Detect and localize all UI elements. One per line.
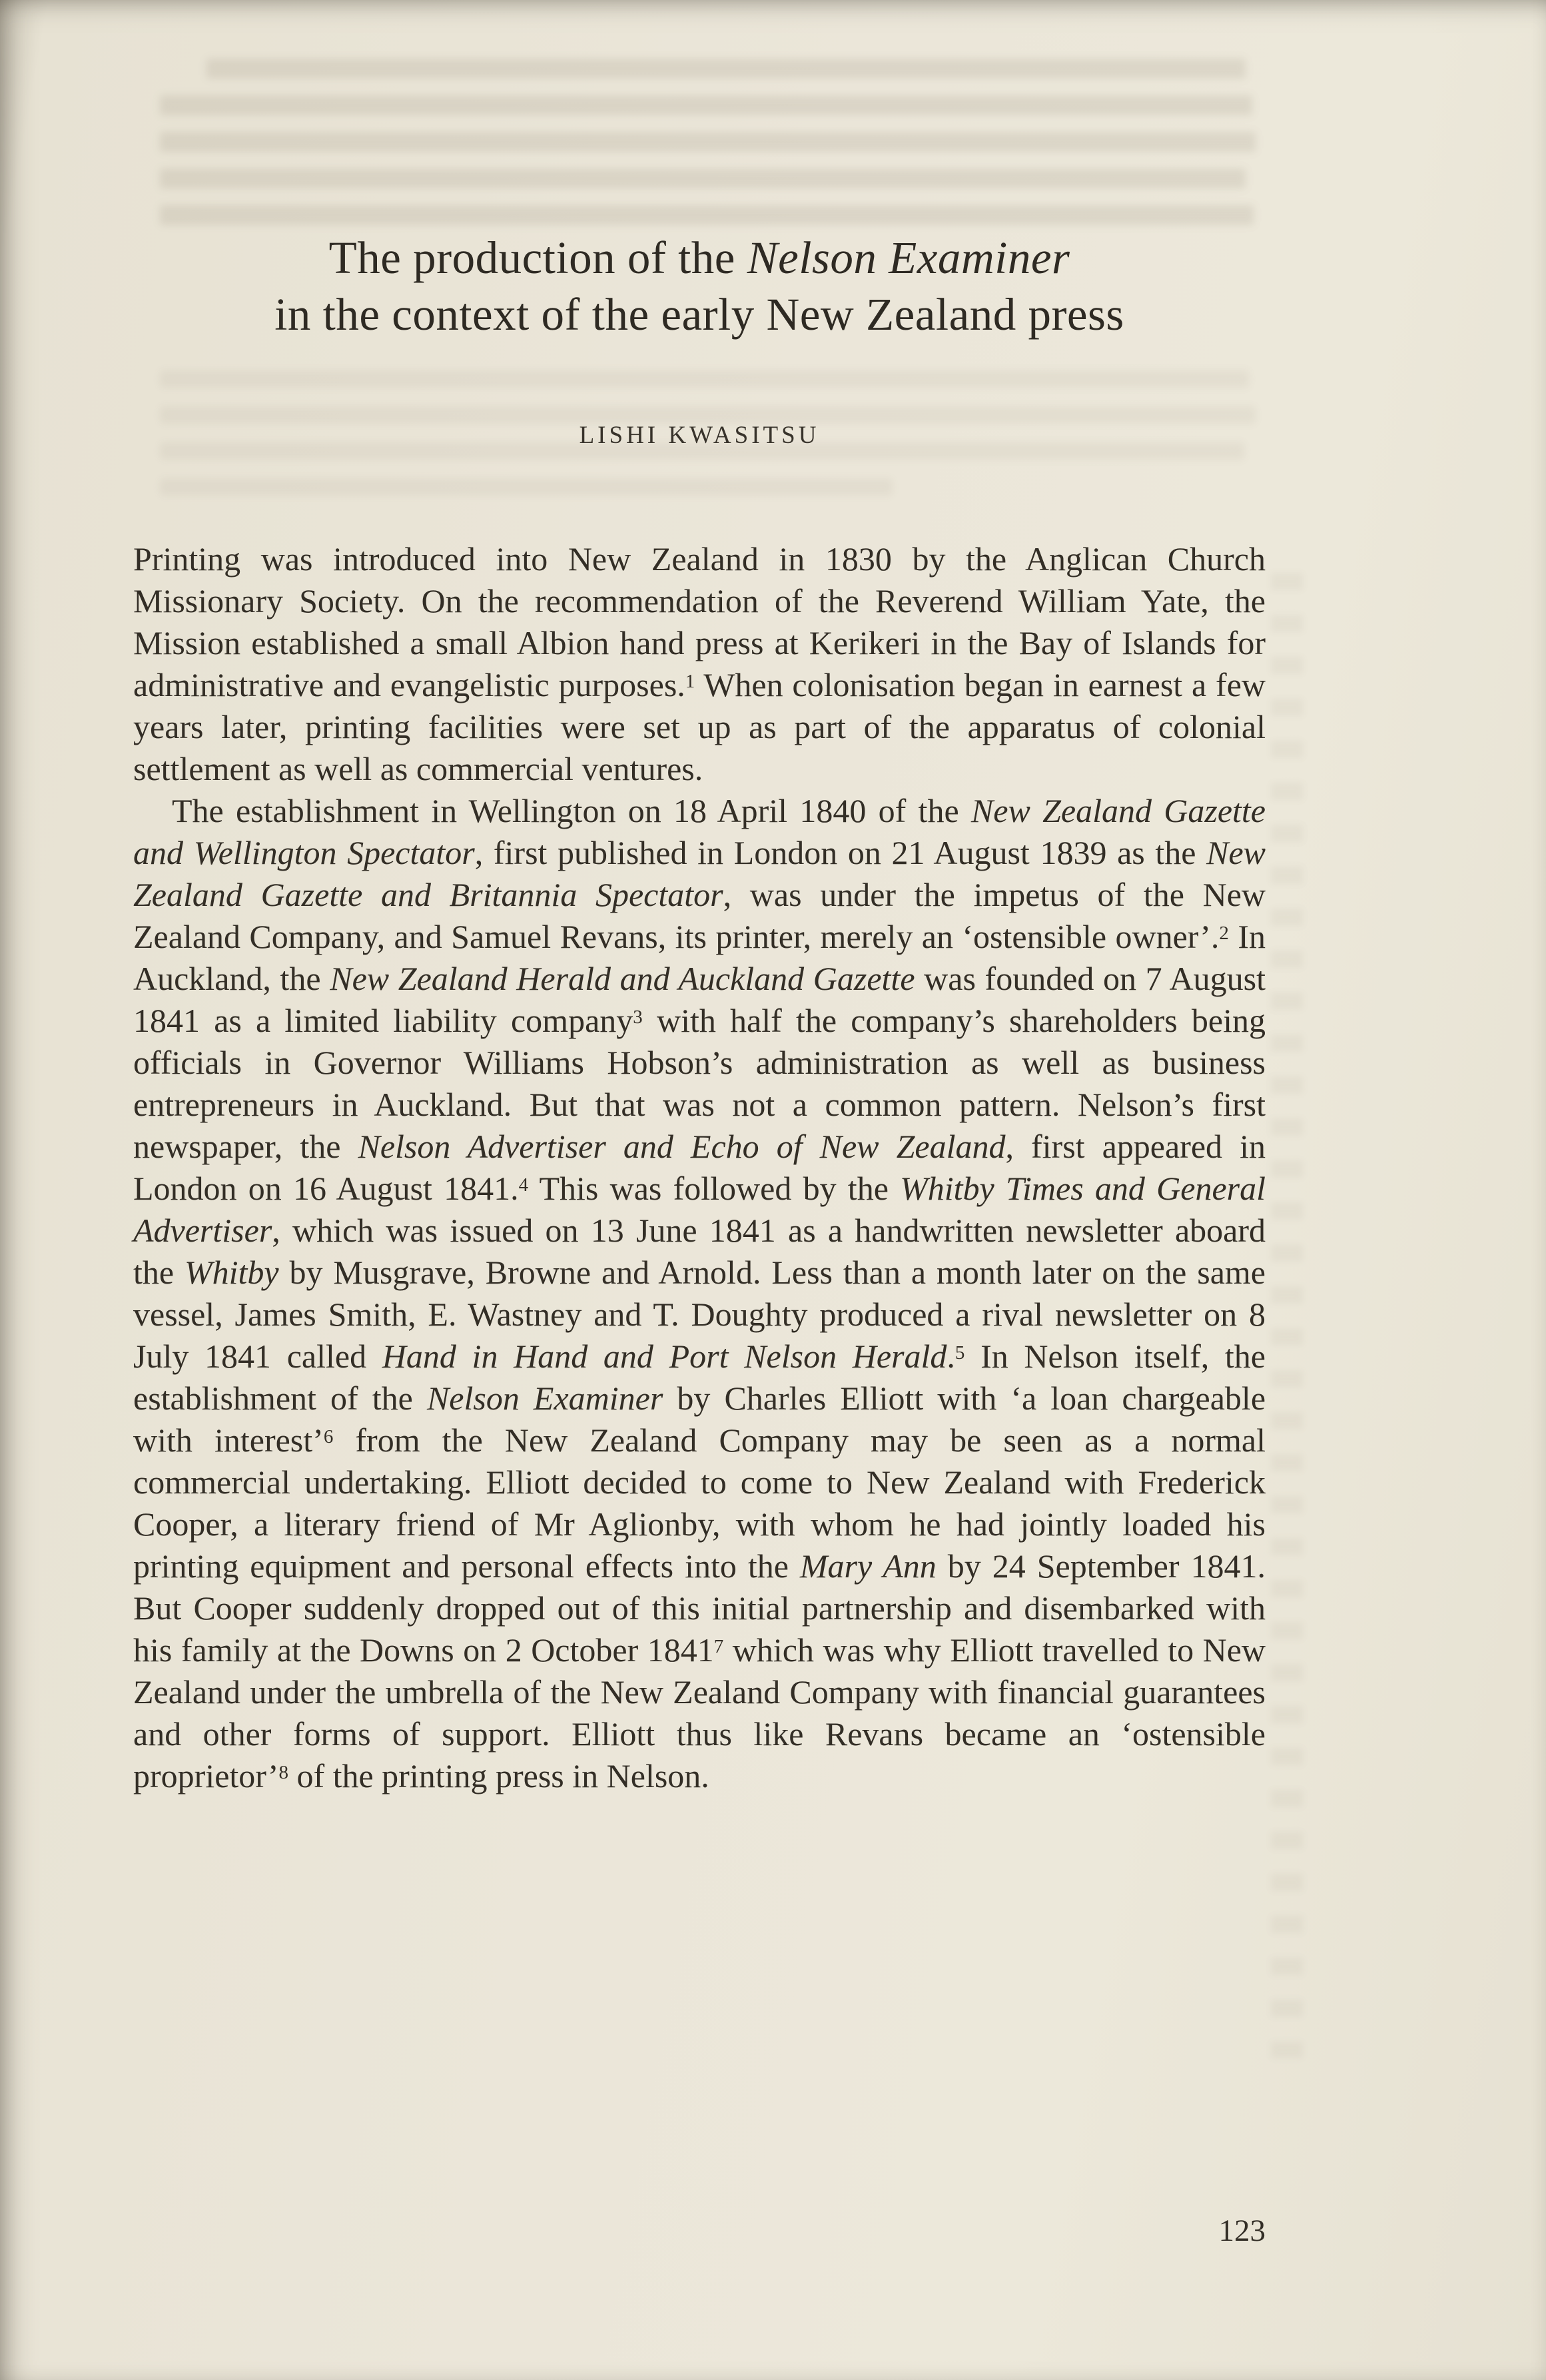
showthrough-line	[160, 169, 1246, 189]
paragraph-2: The establishment in Wellington on 18 April 1840 of the New Zealand Gazette and Wellington Spectator, first published in London on 21 August 1839 as the New Zealand Gazette and Britannia Spectator, was under the impetus of the New Zealand Company, and Samuel Revans, its printer, merely an ‘ostensible owner’.$^2$ In Auckland, the New Zealand Herald and Auckland Gazette was founded on 7 August 1841 as a limited liability company$^3$ with half the company’s shareholders being officials in Governor Williams Hobson’s administration as well as business entrepreneurs in Auckland. But that was not a common pattern. Nelson’s first newspaper, the Nelson Advertiser and Echo of New Zealand, first appeared in London on 16 August 1841.$^4$ This was followed by the Whitby Times and General Advertiser, which was issued on 13 June 1841 as a handwritten newsletter aboard the Whitby by Musgrave, Browne and Arnold. Less than a month later on the same vessel, James Smith, E. Wastney and T. Doughty produced a rival newsletter on 8 July 1841 called Hand in Hand and Port Nelson Herald.$^5$ In Nelson itself, the establishment of the Nelson Examiner by Charles Elliott with ‘a loan chargeable with interest’$^6$ from the New Zealand Company may be seen as a normal commercial undertaking. Elliott decided to come to New Zealand with Frederick Cooper, a literary friend of Mr Aglionby, with whom he had jointly loaded his printing equipment and personal effects into the Mary Ann by 24 September 1841. But Cooper suddenly dropped out of this initial partnership and disembarked with his family at the Downs on 2 October 1841$^7$ which was why Elliott travelled to New Zealand under the umbrella of the New Zealand Company with financial guarantees and other forms of support. Elliott thus like Revans became an ‘ostensible proprietor’$^8$ of the printing press in Nelson.	[133, 792, 1266, 1794]
page-number: 123	[1218, 2213, 1266, 2248]
showthrough-line	[160, 370, 1249, 388]
article-body	[133, 538, 1266, 1797]
article-title	[133, 230, 1266, 343]
showthrough-line	[160, 95, 1252, 115]
page-showthrough-top	[160, 59, 1259, 242]
page-showthrough-right	[1271, 573, 1303, 2058]
showthrough-line	[160, 132, 1256, 152]
showthrough-line	[160, 205, 1254, 225]
showthrough-line	[206, 59, 1246, 79]
article-title-line-1: The production of the Nelson Examiner	[328, 232, 1070, 283]
paragraph-1: Printing was introduced into New Zealand in 1830 by the Anglican Church Missionary Society. On the recommendation of the Reverend William Yate, the Mission established a small Albion hand press at Kerikeri in the Bay of Islands for administrative and evangelistic purposes.$^1$ When colonisation began in earnest a few years later, printing facilities were set up as part of the apparatus of colonial settlement as well as commercial ventures.	[133, 540, 1266, 787]
author-byline: LISHI KWASITSU	[579, 422, 820, 449]
showthrough-line	[160, 478, 893, 496]
article-title-line-2: in the context of the early New Zealand press	[274, 289, 1124, 340]
